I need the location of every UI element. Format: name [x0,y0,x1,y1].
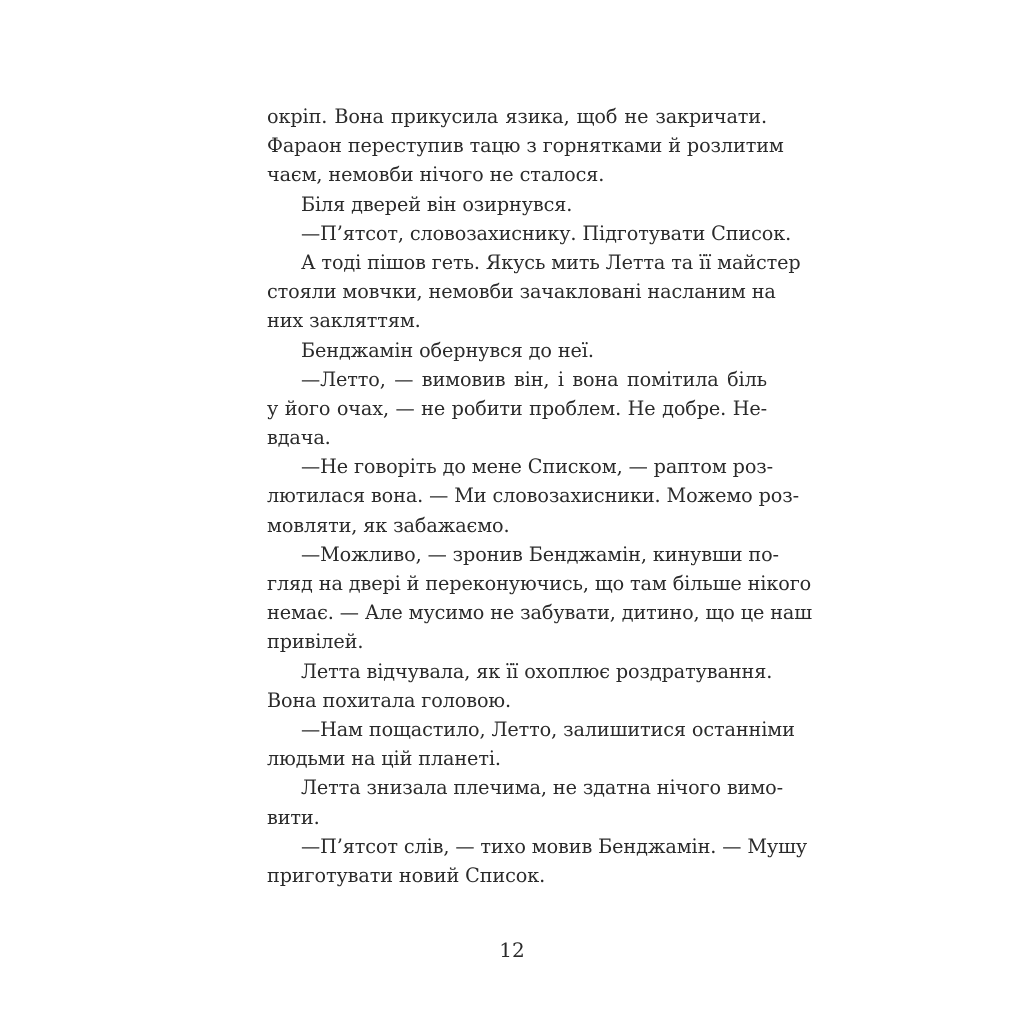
text-line: стояли мовчки, немовби зачакловані насланим на [267,280,776,304]
text-line: Бенджамін обернувся до неї. [301,338,594,362]
text-line: гляд на двері й переконуючись, що там більше нікого [267,572,812,595]
body-text [267,102,812,890]
text-line: Летта відчувала, як її охоплює роздратування. [301,659,773,683]
text-line: окріп. Вона прикусила язика, щоб не закричати. [267,105,767,128]
text-line: —П’ятсот слів, — тихо мовив Бенджамін. — Мушу [301,834,808,858]
text-line: них закляттям. [267,309,421,333]
text-line: людьми на цій планеті. [267,747,501,771]
text-line: немає. — Але мусимо не забувати, дитино, що це наш [267,601,812,625]
text-line: Летта знизала плечима, не здатна нічого вимо- [301,776,783,800]
text-line: —Можливо, — зронив Бенджамін, кинувши по- [301,542,779,566]
text-line: вдача. [267,426,331,450]
text-line: мовляти, як забажаємо. [267,513,510,537]
text-line: чаєм, немовби нічого не сталося. [267,163,605,187]
text-line: привілей. [267,630,364,654]
text-line: Вона похитала головою. [267,688,512,712]
text-line: Біля дверей він озирнувся. [301,192,573,216]
text-line: —Не говоріть до мене Списком, — раптом роз- [301,455,774,479]
text-line: приготувати новий Список. [267,863,546,887]
text-line: вити. [267,805,320,829]
text-line: у його очах, — не робити проблем. Не добре. Не- [267,396,767,420]
text-line: —П’ятсот, словозахиснику. Підготувати Список. [301,221,792,245]
text-line: лютилася вона. — Ми словозахисники. Можемо роз- [267,484,799,508]
text-line: —Нам пощастило, Летто, залишитися останніми [301,717,795,741]
text-line: А тоді пішов геть. Якусь мить Летта та її майстер [301,250,801,274]
text-line: —Летто, — вимовив він, і вона помітила біль [301,367,767,391]
text-line: Фараон переступив тацю з горнятками й розлитим [267,134,784,158]
page-number: 12 [499,938,525,962]
